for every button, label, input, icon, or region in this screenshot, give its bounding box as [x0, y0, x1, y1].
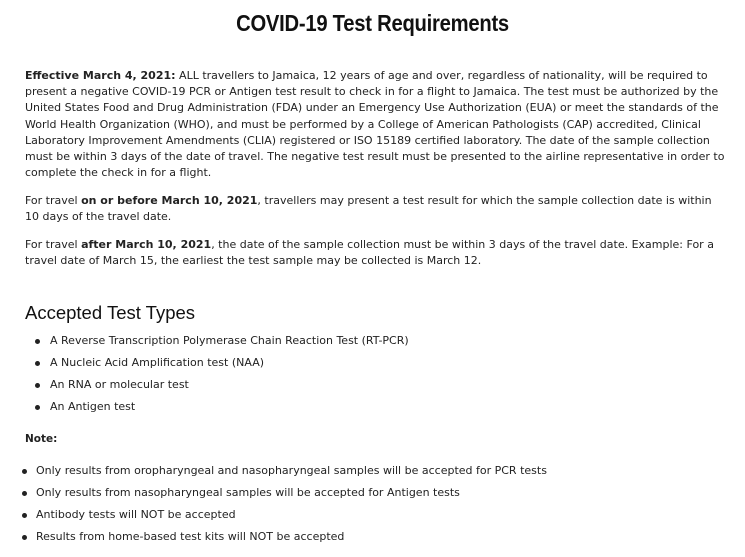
- list-item: A Reverse Transcription Polymerase Chain Reaction Test (RT-PCR): [35, 330, 409, 352]
- after-post: , the date of the sample collection must be within 3 days of the travel date. Example: For a travel date of March 15, the earliest the test sample may be collected is March 12.: [25, 238, 714, 268]
- list-item: Results from home-based test kits will NOT be accepted: [22, 526, 547, 548]
- list-item: Antibody tests will NOT be accepted: [22, 504, 547, 526]
- before-post: , travellers may present a test result for which the sample collection date is within 10 days of the travel date.: [25, 194, 712, 224]
- accepted-tests-heading: Accepted Test Types: [25, 302, 196, 323]
- notes-list: [22, 460, 547, 548]
- note-label: Note:: [25, 433, 58, 445]
- list-item: A Nucleic Acid Amplification test (NAA): [35, 352, 409, 374]
- intro-lead: Effective March 4, 2021:: [25, 69, 176, 82]
- intro-paragraph: [25, 68, 728, 181]
- list-item: An RNA or molecular test: [35, 374, 409, 396]
- intro-body: ALL travellers to Jamaica, 12 years of age and over, regardless of nationality, will be required to present a negative COVID-19 PCR or Antigen test result to check in for a flight to Jamaica. The test must be authorized by the United States Food and Drug Administration (FDA) under an Emergency Use Authorization (EUA) or meet the standards of the World Health Organization (WHO), and must be performed by a College of American Pathologists (CAP) accredited, Clinical Laboratory Improvement Amendments (CLIA) registered or ISO 15189 certified laboratory. The date of the sample collection must be within 3 days of the date of travel. The negative test result must be presented to the airline representative in order to complete the check in for a flight.: [25, 69, 725, 180]
- list-item: Only results from nasopharyngeal samples will be accepted for Antigen tests: [22, 482, 547, 504]
- list-item: An Antigen test: [35, 396, 409, 418]
- before-pre: For travel: [25, 194, 82, 207]
- after-pre: For travel: [25, 238, 82, 251]
- before-date-paragraph: [25, 193, 728, 225]
- accepted-tests-list: [35, 330, 409, 418]
- page-title: COVID-19 Test Requirements: [236, 10, 509, 36]
- list-item: Only results from oropharyngeal and nasopharyngeal samples will be accepted for PCR tests: [22, 460, 547, 482]
- before-bold: on or before March 10, 2021: [81, 194, 258, 207]
- after-bold: after March 10, 2021: [81, 238, 212, 251]
- after-date-paragraph: [25, 237, 728, 269]
